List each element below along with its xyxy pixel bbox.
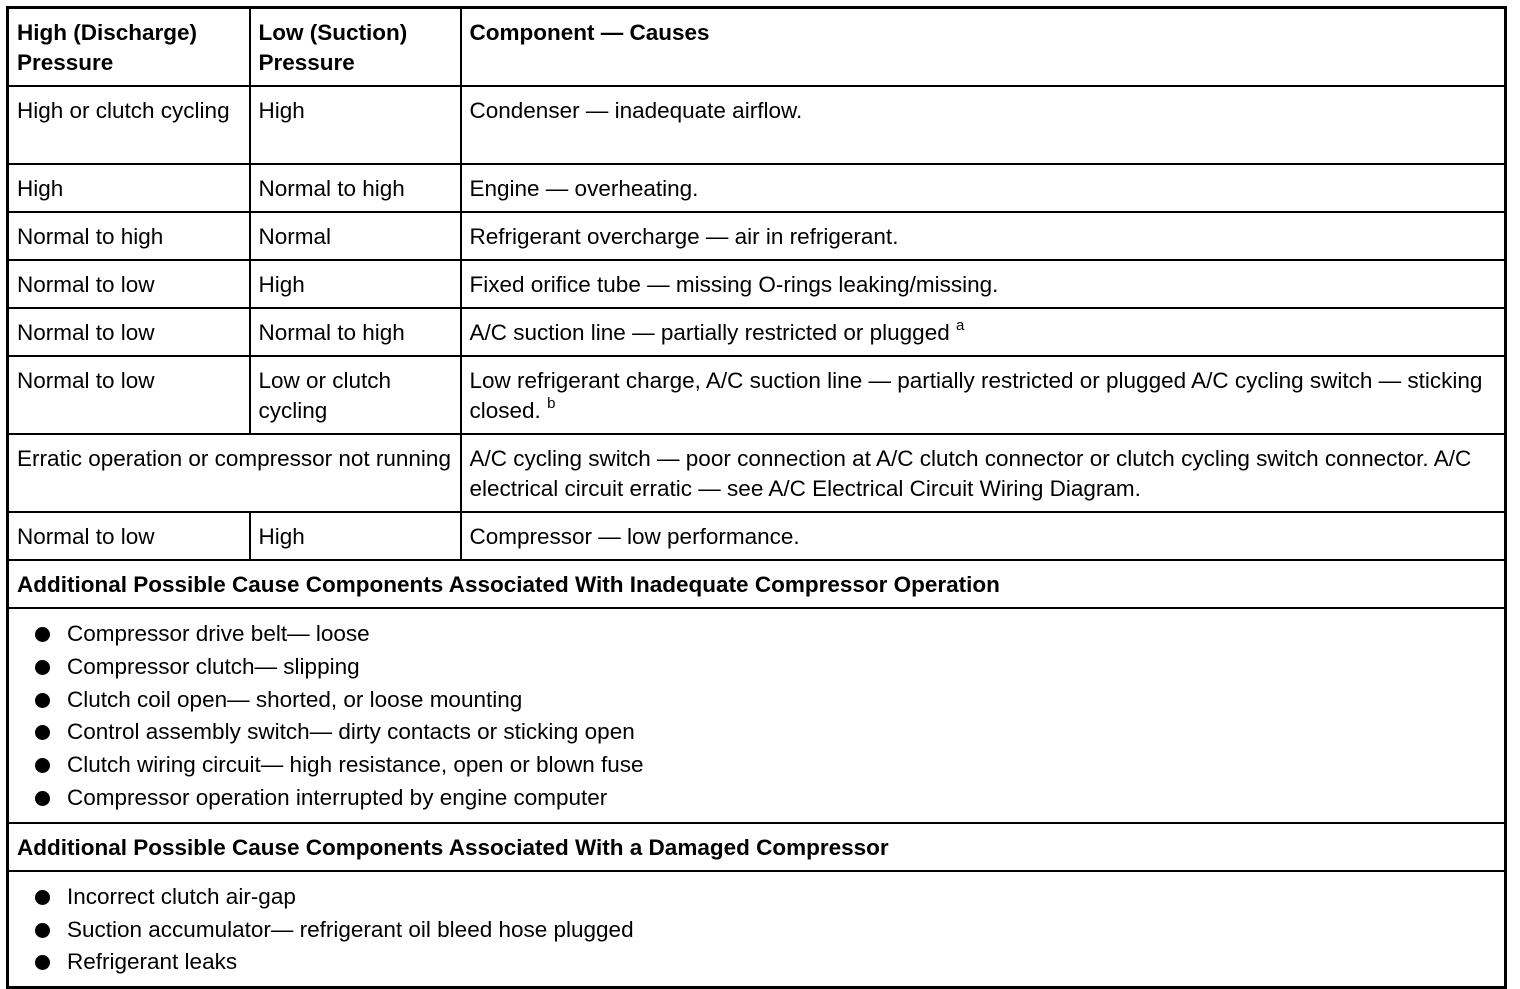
cell-low-pressure: Low or clutch cycling	[250, 356, 461, 434]
list-item	[17, 946, 1496, 979]
cause-text: A/C suction line — partially restricted or plugged	[469, 320, 950, 345]
table-row	[8, 86, 1506, 164]
header-high-pressure: High (Discharge) Pressure	[8, 8, 250, 87]
cell-low-pressure: High	[250, 86, 461, 164]
header-low-pressure: Low (Suction) Pressure	[250, 8, 461, 87]
bullet-dot-icon	[35, 627, 50, 642]
bullet-dot-icon	[35, 890, 50, 905]
header-row	[8, 8, 1506, 87]
section-list-row	[8, 871, 1506, 988]
table-row	[8, 212, 1506, 260]
cell-cause	[461, 356, 1506, 434]
bullet-dot-icon	[35, 791, 50, 806]
bullet-dot-icon	[35, 955, 50, 970]
section-title-inadequate-operation: Additional Possible Cause Components Associated With Inadequate Compressor Operation	[8, 560, 1506, 608]
cell-low-pressure: High	[250, 512, 461, 560]
cell-high-pressure: Normal to low	[8, 308, 250, 356]
cause-text: Low refrigerant charge, A/C suction line — partially restricted or plugged A/C cycling switch — sticking closed.	[469, 368, 1483, 423]
cell-cause: Compressor — low performance.	[461, 512, 1506, 560]
cell-cause: Engine — overheating.	[461, 164, 1506, 212]
bullet-dot-icon	[35, 725, 50, 740]
cell-combined-pressure: Erratic operation or compressor not running	[8, 434, 461, 512]
diagnosis-table	[6, 6, 1507, 989]
list-item	[17, 749, 1496, 782]
footnote-marker: a	[956, 316, 965, 334]
list-item-text: Control assembly switch— dirty contacts or sticking open	[67, 719, 635, 745]
section-list-row	[8, 608, 1506, 823]
cell-low-pressure: Normal to high	[250, 308, 461, 356]
cell-cause: A/C cycling switch — poor connection at A/C clutch connector or clutch cycling switch connector. A/C electrical circuit erratic — see A/C Electrical Circuit Wiring Diagram.	[461, 434, 1506, 512]
list-item	[17, 618, 1496, 651]
list-item	[17, 716, 1496, 749]
list-item-text: Clutch coil open— shorted, or loose mounting	[67, 686, 523, 712]
section-list-cell	[8, 608, 1506, 823]
table-row	[8, 260, 1506, 308]
table-row	[8, 356, 1506, 434]
cell-cause: Condenser — inadequate airflow.	[461, 86, 1506, 164]
table-row	[8, 512, 1506, 560]
section-title-damaged-compressor: Additional Possible Cause Components Associated With a Damaged Compressor	[8, 823, 1506, 871]
cell-cause: Refrigerant overcharge — air in refrigerant.	[461, 212, 1506, 260]
cell-high-pressure: High or clutch cycling	[8, 86, 250, 164]
list-item-text: Refrigerant leaks	[67, 949, 238, 975]
list-item-text: Compressor operation interrupted by engine computer	[67, 784, 608, 810]
cell-high-pressure: Normal to low	[8, 512, 250, 560]
list-item-text: Compressor drive belt— loose	[67, 621, 370, 646]
cell-high-pressure: Normal to low	[8, 356, 250, 434]
list-item-text: Compressor clutch— slipping	[67, 653, 360, 679]
list-item	[17, 684, 1496, 717]
cell-low-pressure: Normal	[250, 212, 461, 260]
table-row	[8, 308, 1506, 356]
section-header-row	[8, 560, 1506, 608]
cell-high-pressure: Normal to high	[8, 212, 250, 260]
list-item-text: Incorrect clutch air-gap	[67, 883, 296, 909]
list-item	[17, 782, 1496, 815]
cell-cause	[461, 308, 1506, 356]
bullet-list	[17, 881, 1496, 979]
cell-high-pressure: Normal to low	[8, 260, 250, 308]
list-item	[17, 881, 1496, 914]
list-item-text: Suction accumulator— refrigerant oil bleed hose plugged	[67, 916, 634, 942]
bullet-list	[17, 618, 1496, 815]
table-row	[8, 164, 1506, 212]
section-header-row	[8, 823, 1506, 871]
cell-low-pressure: High	[250, 260, 461, 308]
bullet-dot-icon	[35, 923, 50, 938]
list-item	[17, 651, 1496, 684]
cell-low-pressure: Normal to high	[250, 164, 461, 212]
table-row	[8, 434, 1506, 512]
cell-cause: Fixed orifice tube — missing O-rings leaking/missing.	[461, 260, 1506, 308]
bullet-dot-icon	[35, 693, 50, 708]
header-component-causes: Component — Causes	[461, 8, 1506, 87]
list-item-text: Clutch wiring circuit— high resistance, open or blown fuse	[67, 752, 644, 778]
section-list-cell	[8, 871, 1506, 988]
bullet-dot-icon	[35, 758, 50, 773]
list-item	[17, 914, 1496, 947]
footnote-marker: b	[547, 394, 556, 412]
cell-high-pressure: High	[8, 164, 250, 212]
bullet-dot-icon	[35, 660, 50, 675]
